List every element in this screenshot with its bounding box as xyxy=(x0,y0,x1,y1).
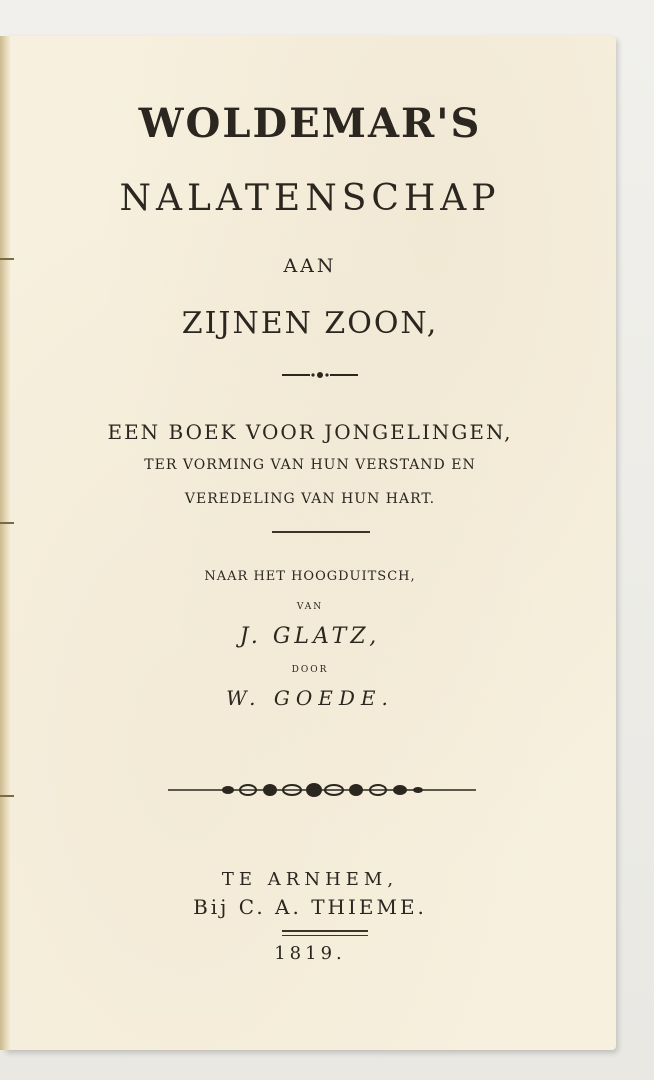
imprint-rule-top xyxy=(282,930,368,932)
imprint-place: TE ARNHEM, xyxy=(221,869,399,890)
source-language-note: NAAR HET HOOGDUITSCH, xyxy=(204,569,416,584)
title-line-4: ZIJNEN ZOON, xyxy=(181,306,439,341)
by-word: VAN xyxy=(296,602,324,612)
imprint-publisher: Bij C. A. THIEME. xyxy=(193,895,427,919)
floral-vine-ornament-icon xyxy=(168,780,476,800)
binding-stitch xyxy=(0,795,14,797)
binding-stitch xyxy=(0,522,14,524)
imprint-year: 1819. xyxy=(274,943,346,964)
divider-rule xyxy=(272,531,370,533)
title-line-1: WOLDEMAR'S xyxy=(138,100,482,147)
subtitle-line-3: VEREDELING VAN HUN HART. xyxy=(184,491,436,507)
imprint-rule-bottom xyxy=(282,935,368,936)
translator-word: DOOR xyxy=(291,665,329,675)
subtitle-line-2: TER VORMING VAN HUN VERSTAND EN xyxy=(144,457,476,473)
author-name: J. GLATZ, xyxy=(239,624,381,649)
title-line-2: NALATENSCHAP xyxy=(119,178,501,219)
small-floral-dash-ornament-icon xyxy=(280,369,360,381)
translator-name: W. GOEDE. xyxy=(226,686,394,710)
subtitle-line-1: EEN BOEK VOOR JONGELINGEN, xyxy=(107,420,513,444)
title-line-3: AAN xyxy=(283,255,337,277)
